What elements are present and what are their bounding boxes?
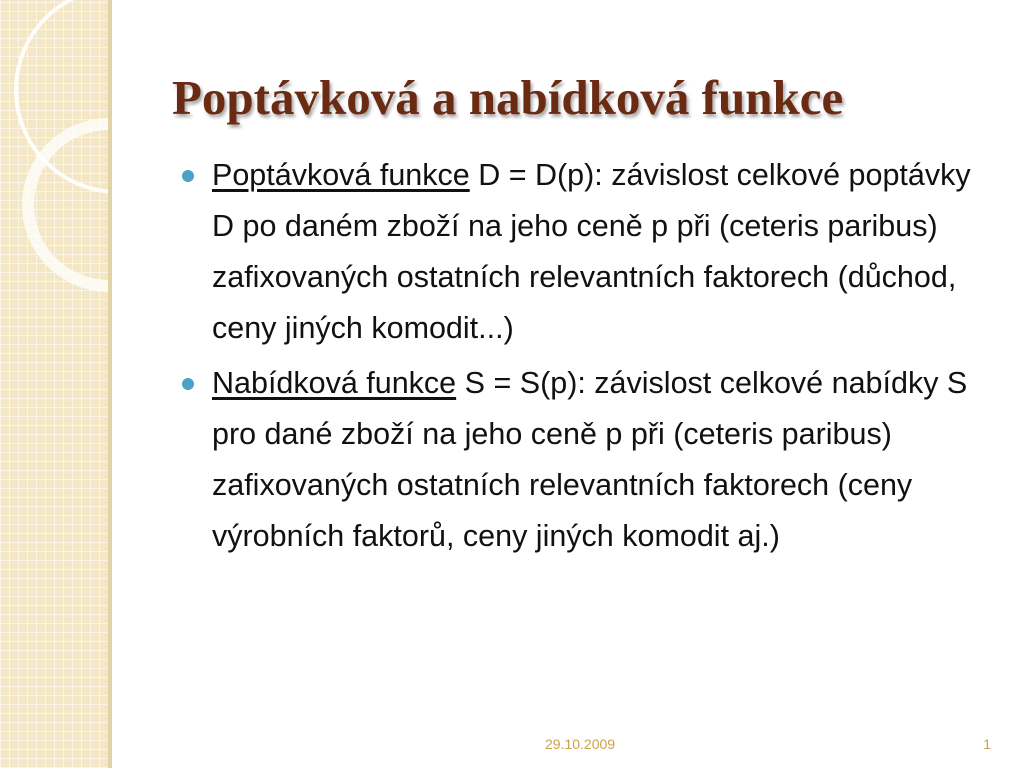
decorative-side-band	[0, 0, 112, 768]
bullet-text: S = S(p): závislost celkové nabídky S pro dané zboží na jeho ceně p při (ceteris paribus) zafixovaných ostatních relevantních faktorech (ceny výrobních faktorů, ceny jiných komodit aj.)	[212, 366, 968, 553]
bullet-term: Poptávková funkce	[212, 158, 470, 192]
footer-date: 29.10.2009	[545, 736, 616, 752]
bullet-item	[178, 358, 988, 562]
bullet-term: Nabídková funkce	[212, 366, 457, 400]
bullet-icon	[182, 378, 194, 390]
slide-number: 1	[983, 736, 991, 752]
bullet-text: D = D(p): závislost celkové poptávky D po daném zboží na jeho ceně p při (ceteris paribus) zafixovaných ostatních relevantních faktorech (důchod, ceny jiných komodit...)	[212, 158, 971, 345]
bullet-icon	[182, 170, 194, 182]
bullet-item	[178, 150, 988, 354]
bullet-list	[178, 150, 988, 566]
slide-title: Poptávková a nabídková funkce	[172, 70, 844, 125]
